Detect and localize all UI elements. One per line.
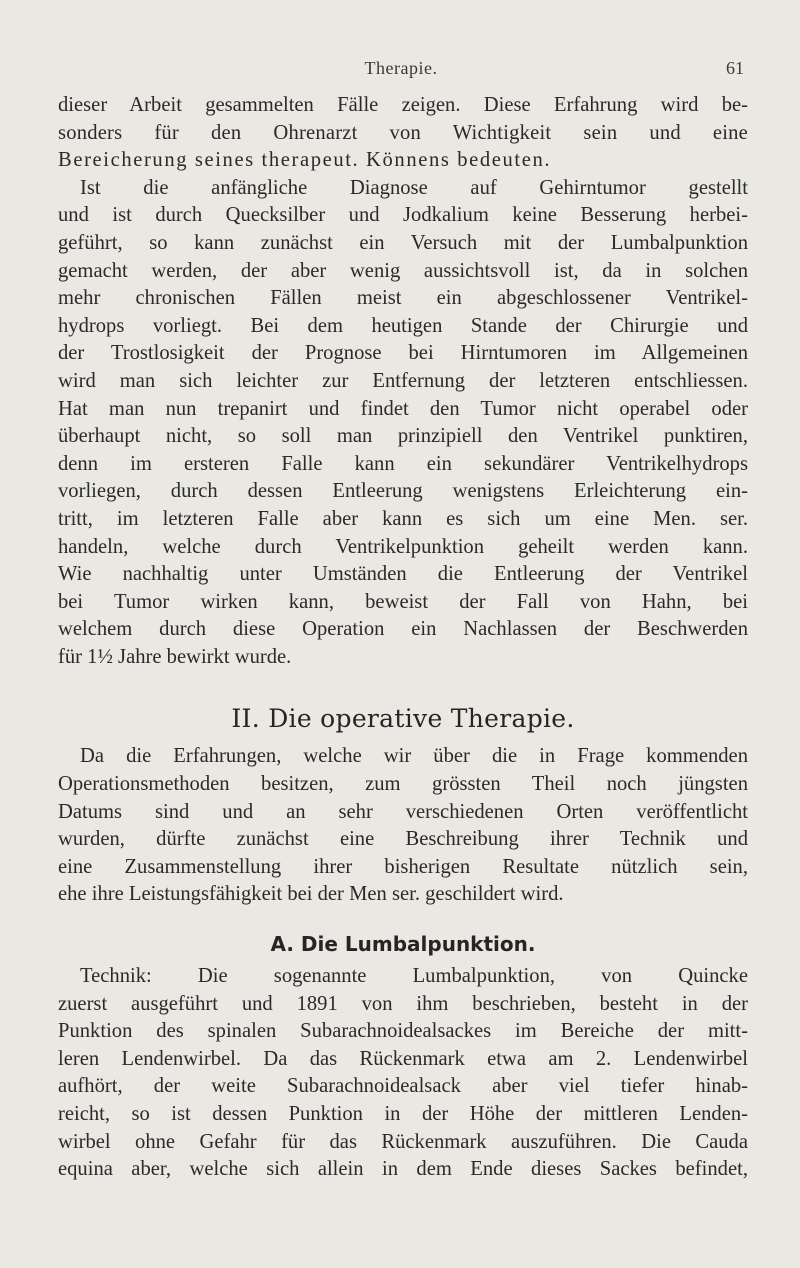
text-line: Bereicherung seines therapeut. Könnens bedeuten.	[58, 149, 552, 172]
text-line: hydrops vorliegt. Bei dem heutigen Stande der Chirurgie und	[58, 314, 748, 337]
text-line: leren Lendenwirbel. Da das Rückenmark etwa am 2. Lendenwirbel	[58, 1047, 748, 1070]
text-line: Da die Erfahrungen, welche wir über die in Frage kommenden	[80, 745, 748, 768]
text-line: geführt, so kann zunächst ein Versuch mit der Lumbalpunktion	[58, 231, 748, 254]
text-line: wird man sich leichter zur Entfernung der letzteren entschliessen.	[58, 369, 748, 392]
text-line: Datums sind und an sehr verschiedenen Orten veröffentlicht	[58, 800, 748, 823]
text-line: mehr chronischen Fällen meist ein abgeschlossener Ventrikel-	[58, 287, 748, 310]
text-line: und ist durch Quecksilber und Jodkalium keine Besserung herbei-	[58, 204, 748, 227]
text-line: der Trostlosigkeit der Prognose bei Hirntumoren im Allgemeinen	[58, 342, 748, 365]
text-line: vorliegen, durch dessen Entleerung wenigstens Erleichterung ein-	[58, 480, 748, 503]
text-line: Wie nachhaltig unter Umständen die Entleerung der Ventrikel	[58, 563, 748, 586]
text-line: denn im ersteren Falle kann ein sekundärer Ventrikelhydrops	[58, 452, 748, 475]
text-line: ehe ihre Leistungsfähigkeit bei der Men ser. geschildert wird.	[58, 883, 564, 906]
text-line-part: sonders für den Ohrenarzt von Wichtigkeit sein und eine	[58, 121, 748, 144]
text-line: wurden, dürfte zunächst eine Beschreibung ihrer Technik und	[58, 828, 748, 851]
body-text	[58, 92, 748, 1184]
text-line: Hat man nun trepanirt und findet den Tumor nicht operabel oder	[58, 397, 748, 420]
page-number: 61	[726, 58, 744, 78]
text-line: wirbel ohne Gefahr für das Rückenmark auszuführen. Die Cauda	[58, 1130, 748, 1153]
subsection-heading: A. Die Lumbalpunktion.	[270, 932, 536, 957]
text-line: aufhört, der weite Subarachnoidealsack aber viel tiefer hinab-	[58, 1075, 748, 1098]
text-line: für 1½ Jahre bewirkt wurde.	[58, 645, 292, 668]
running-head	[58, 58, 744, 82]
text-line: welchem durch diese Operation ein Nachlassen der Beschwerden	[58, 618, 748, 641]
text-line: gemacht werden, der aber wenig aussichtsvoll ist, da in solchen	[58, 259, 748, 282]
text-line: Technik: Die sogenannte Lumbalpunktion, von Quincke	[80, 965, 748, 988]
text-line: Punktion des spinalen Subarachnoidealsackes im Bereiche der mitt-	[58, 1020, 748, 1043]
text-line: dieser Arbeit gesammelten Fälle zeigen. Diese Erfahrung wird be-	[58, 94, 748, 116]
text-line: tritt, im letzteren Falle aber kann es sich um eine Men. ser.	[58, 507, 748, 530]
text-line: handeln, welche durch Ventrikelpunktion geheilt werden kann.	[58, 535, 748, 558]
text-line: equina aber, welche sich allein in dem Ende dieses Sackes befindet,	[58, 1158, 748, 1181]
text-line: Ist die anfängliche Diagnose auf Gehirntumor gestellt	[80, 176, 748, 199]
text-line: zuerst ausgeführt und 1891 von ihm beschrieben, besteht in der	[58, 992, 748, 1015]
text-line: reicht, so ist dessen Punktion in der Höhe der mittleren Lenden-	[58, 1103, 748, 1125]
text-line: überhaupt nicht, so soll man prinzipiell den Ventrikel punktiren,	[58, 425, 748, 448]
running-title: Therapie.	[364, 58, 438, 78]
text-line: bei Tumor wirken kann, beweist der Fall von Hahn, bei	[58, 590, 748, 613]
text-line	[58, 120, 748, 148]
text-line: Operationsmethoden besitzen, zum grössten Theil noch jüngsten	[58, 773, 748, 796]
text-line: eine Zusammenstellung ihrer bisherigen Resultate nützlich sein,	[58, 855, 748, 878]
section-heading: II. Die operative Therapie.	[231, 704, 575, 734]
